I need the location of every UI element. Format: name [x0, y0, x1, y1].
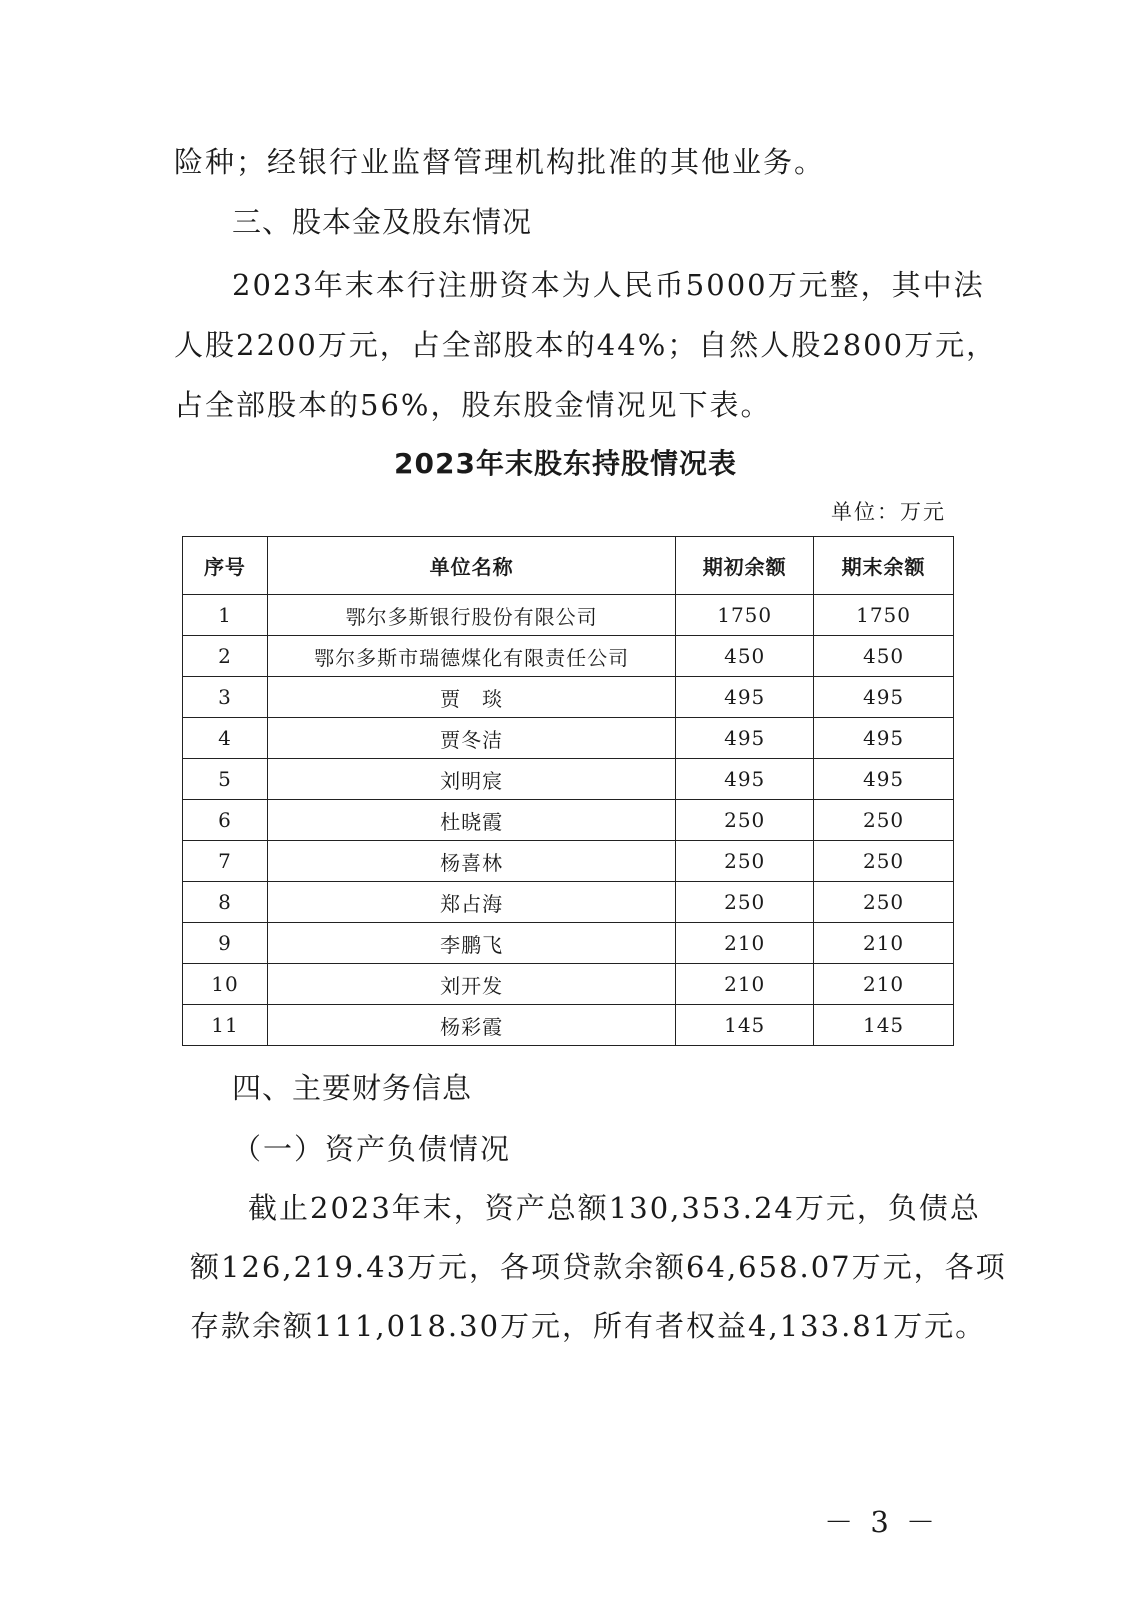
cell-closing: 495 [814, 759, 954, 800]
cell-name: 鄂尔多斯市瑞德煤化有限责任公司 [267, 636, 675, 677]
cell-closing: 1750 [814, 595, 954, 636]
header-seq: 序号 [183, 537, 268, 595]
cell-name: 杨喜林 [267, 841, 675, 882]
cell-seq: 2 [183, 636, 268, 677]
cell-seq: 1 [183, 595, 268, 636]
cell-seq: 7 [183, 841, 268, 882]
cell-closing: 250 [814, 800, 954, 841]
table-row [183, 1005, 954, 1046]
table-row [183, 841, 954, 882]
paragraph-line: 存款余额111,018.30万元，所有者权益4,133.81万元。 [190, 1309, 987, 1343]
table-row [183, 718, 954, 759]
cell-seq: 3 [183, 677, 268, 718]
section-heading: 三、股本金及股东情况 [232, 205, 533, 239]
cell-name: 贾冬洁 [267, 718, 675, 759]
cell-closing: 450 [814, 636, 954, 677]
cell-seq: 6 [183, 800, 268, 841]
cell-opening: 495 [676, 759, 814, 800]
paragraph-line: 占全部股本的56%，股东股金情况见下表。 [174, 388, 772, 422]
header-closing: 期末余额 [814, 537, 954, 595]
table-row [183, 677, 954, 718]
table-row [183, 759, 954, 800]
cell-closing: 495 [814, 718, 954, 759]
section-heading: 四、主要财务信息 [232, 1071, 473, 1105]
shareholder-table [182, 536, 954, 1046]
sub-heading: （一）资产负债情况 [232, 1132, 512, 1166]
cell-opening: 450 [676, 636, 814, 677]
cell-name: 杜晓霞 [267, 800, 675, 841]
cell-name: 贾 琰 [267, 677, 675, 718]
cell-opening: 495 [676, 677, 814, 718]
header-opening: 期初余额 [676, 537, 814, 595]
page-number: － 3 － [824, 1505, 939, 1539]
table-row [183, 595, 954, 636]
table-row [183, 964, 954, 1005]
cell-opening: 250 [676, 841, 814, 882]
cell-closing: 495 [814, 677, 954, 718]
cell-seq: 4 [183, 718, 268, 759]
cell-closing: 210 [814, 923, 954, 964]
cell-name: 杨彩霞 [267, 1005, 675, 1046]
cell-opening: 145 [676, 1005, 814, 1046]
paragraph-line: 人股2200万元，占全部股本的44%；自然人股2800万元， [174, 328, 998, 362]
cell-seq: 11 [183, 1005, 268, 1046]
table-title: 2023年末股东持股情况表 [394, 447, 737, 480]
cell-opening: 1750 [676, 595, 814, 636]
table-row [183, 923, 954, 964]
cell-opening: 250 [676, 882, 814, 923]
cell-closing: 210 [814, 964, 954, 1005]
cell-name: 刘开发 [267, 964, 675, 1005]
cell-opening: 250 [676, 800, 814, 841]
table-row [183, 800, 954, 841]
cell-name: 刘明宸 [267, 759, 675, 800]
table-unit: 单位：万元 [831, 500, 946, 524]
cell-name: 鄂尔多斯银行股份有限公司 [267, 595, 675, 636]
paragraph-line: 额126,219.43万元，各项贷款余额64,658.07万元，各项 [190, 1250, 1007, 1284]
cell-seq: 9 [183, 923, 268, 964]
cell-closing: 250 [814, 882, 954, 923]
cell-seq: 5 [183, 759, 268, 800]
cell-opening: 210 [676, 923, 814, 964]
paragraph-line: 险种；经银行业监督管理机构批准的其他业务。 [174, 145, 826, 179]
cell-name: 郑占海 [267, 882, 675, 923]
header-name: 单位名称 [267, 537, 675, 595]
table-row [183, 636, 954, 677]
cell-seq: 8 [183, 882, 268, 923]
paragraph-line: 2023年末本行注册资本为人民币5000万元整，其中法 [232, 268, 985, 302]
cell-opening: 210 [676, 964, 814, 1005]
paragraph-line: 截止2023年末，资产总额130,353.24万元，负债总 [248, 1191, 981, 1225]
cell-closing: 145 [814, 1005, 954, 1046]
cell-closing: 250 [814, 841, 954, 882]
cell-seq: 10 [183, 964, 268, 1005]
table-row [183, 882, 954, 923]
table-header-row [183, 537, 954, 595]
cell-opening: 495 [676, 718, 814, 759]
cell-name: 李鹏飞 [267, 923, 675, 964]
